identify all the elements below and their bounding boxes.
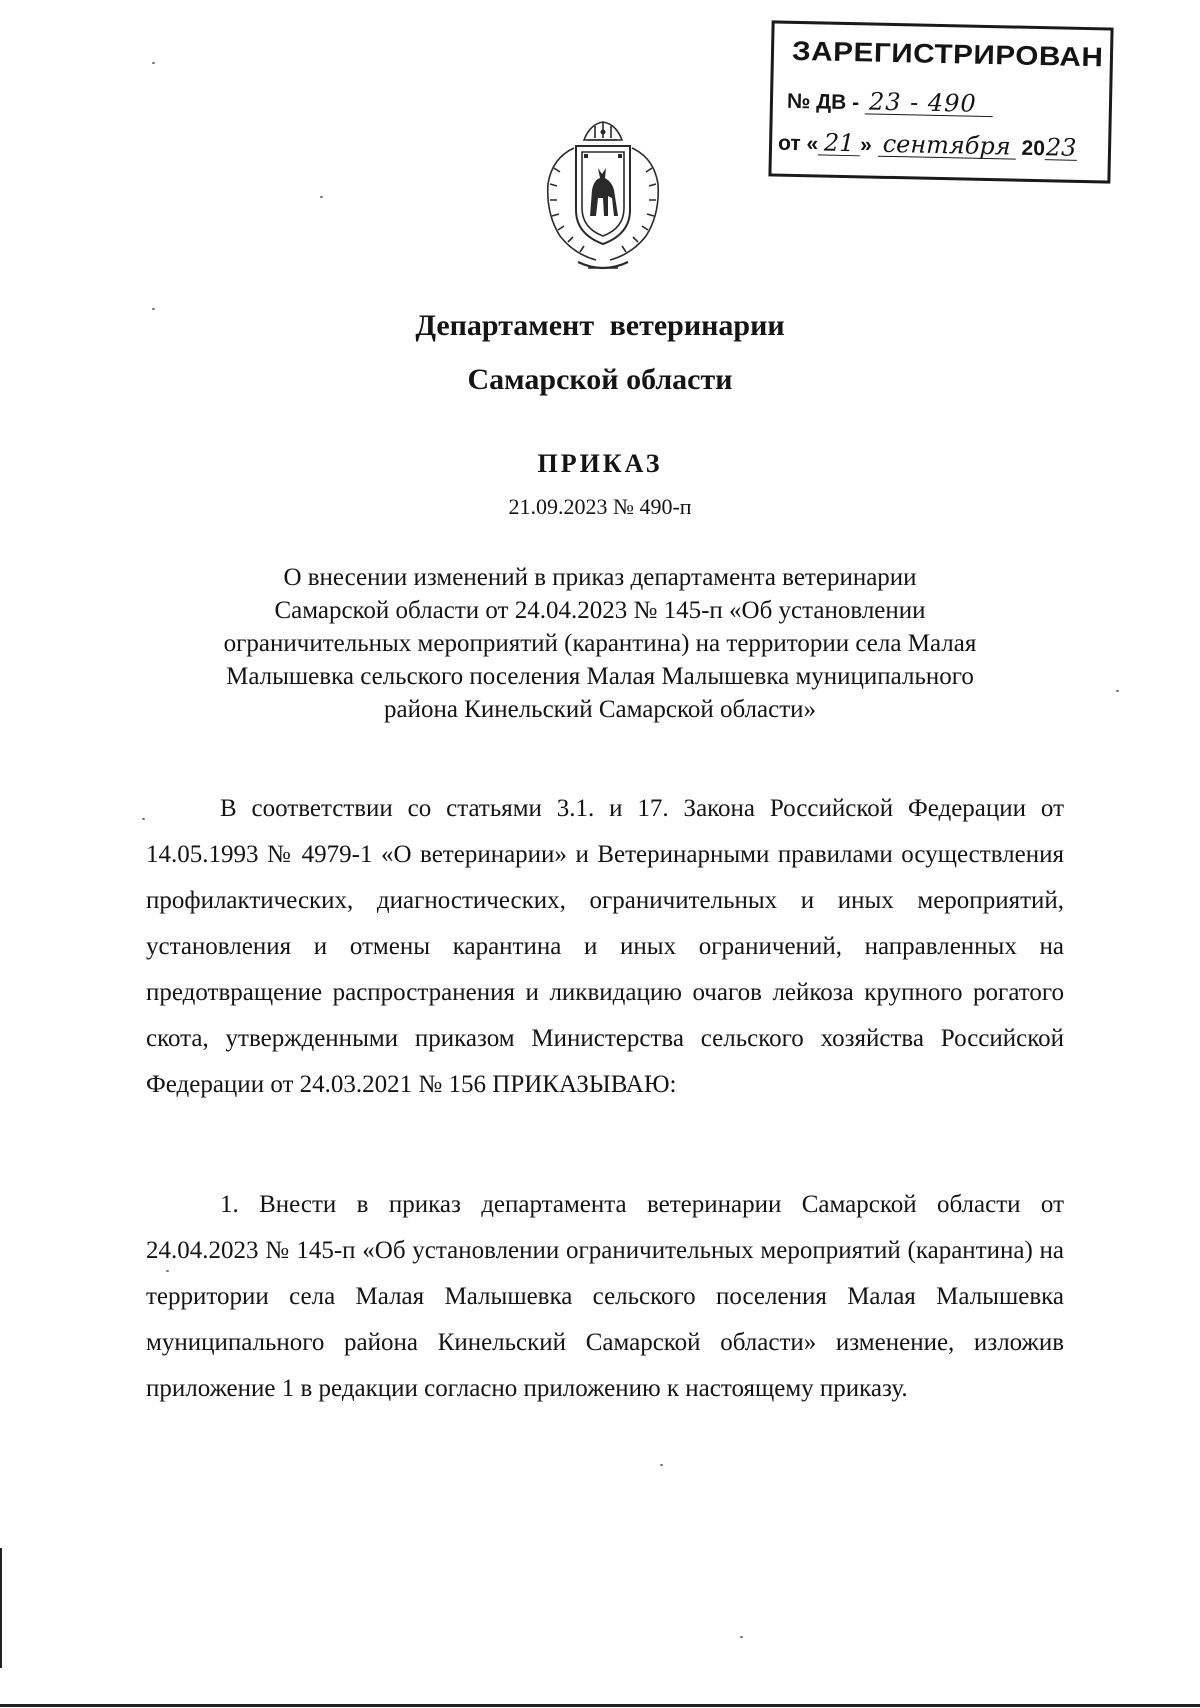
stamp-date-day: 21 (818, 130, 861, 156)
document-type: ПРИКАЗ (537, 449, 663, 478)
stamp-number-handwritten: 23 - 490 (865, 89, 993, 117)
scan-speck (1116, 690, 1119, 692)
scan-bottom-line (0, 1704, 1200, 1707)
stamp-date-year: 23 (1045, 133, 1077, 162)
document-date-number: 21.09.2023 № 490-п (508, 494, 692, 519)
scan-speck (152, 308, 155, 310)
body-paragraph-preamble: В соответствии со статьями 3.1. и 17. Закона Российской Федерации от 14.05.1993 № 4979-1 «О ветеринарии» и Ветеринарными правилами осуществления профилактических, диагностических, ограничительных и иных мероприятий, установления и отмены карантина и иных ограничений, направленных на предотвращение распространения и ликвидацию очагов лейкоза крупного рогатого скота, утвержденными приказом Министерства сельского хозяйства Российской Федерации от 24.03.2021 № 156 ПРИКАЗЫВАЮ: (146, 795, 1064, 1098)
document-subject (0, 561, 1200, 726)
stamp-date-line (778, 130, 1078, 162)
subject-line: О внесении изменений в приказ департамента ветеринарии (283, 564, 917, 591)
scan-speck (152, 62, 155, 64)
department-name-line2: Самарской области (467, 363, 733, 396)
subject-line: ограничительных мероприятий (карантина) на территории села Малая (223, 630, 977, 657)
stamp-date-prefix: от « (777, 131, 819, 156)
scan-speck (660, 1464, 663, 1466)
scan-speck (142, 818, 145, 820)
scan-edge-line (0, 1548, 2, 1668)
scan-speck (320, 196, 323, 198)
stamp-number-prefix: № ДВ - (786, 89, 860, 115)
stamp-date-year-prefix: 20 (1021, 136, 1046, 161)
subject-line: района Кинельский Самарской области» (383, 696, 817, 723)
stamp-date-month: сентября (877, 132, 1015, 160)
registration-stamp (768, 20, 1113, 183)
subject-line: Малышевка сельского поселения Малая Малышевка муниципального (226, 663, 974, 690)
department-name-line1: Департамент ветеринарии (415, 309, 785, 342)
scan-speck (166, 1270, 169, 1272)
stamp-title: ЗАРЕГИСТРИРОВАН (791, 35, 1104, 73)
stamp-date-mid: » (859, 133, 873, 157)
coat-of-arms-emblem (538, 118, 668, 278)
subject-line: Самарской области от 24.04.2023 № 145-п «Об установлении (274, 597, 926, 624)
body-paragraph-item-1: 1. Внести в приказ департамента ветеринарии Самарской области от 24.04.2023 № 145-п «Об установлении ограничительных мероприятий (карантина) на территории села Малая Малышевка сельского поселения Малая Малышевка муниципального района Кинельский Самарской области» изменение, изложив приложение 1 в редакции согласно приложению к настоящему приказу. (146, 1191, 1064, 1402)
scan-speck (740, 1636, 743, 1638)
stamp-number-line (787, 88, 994, 118)
